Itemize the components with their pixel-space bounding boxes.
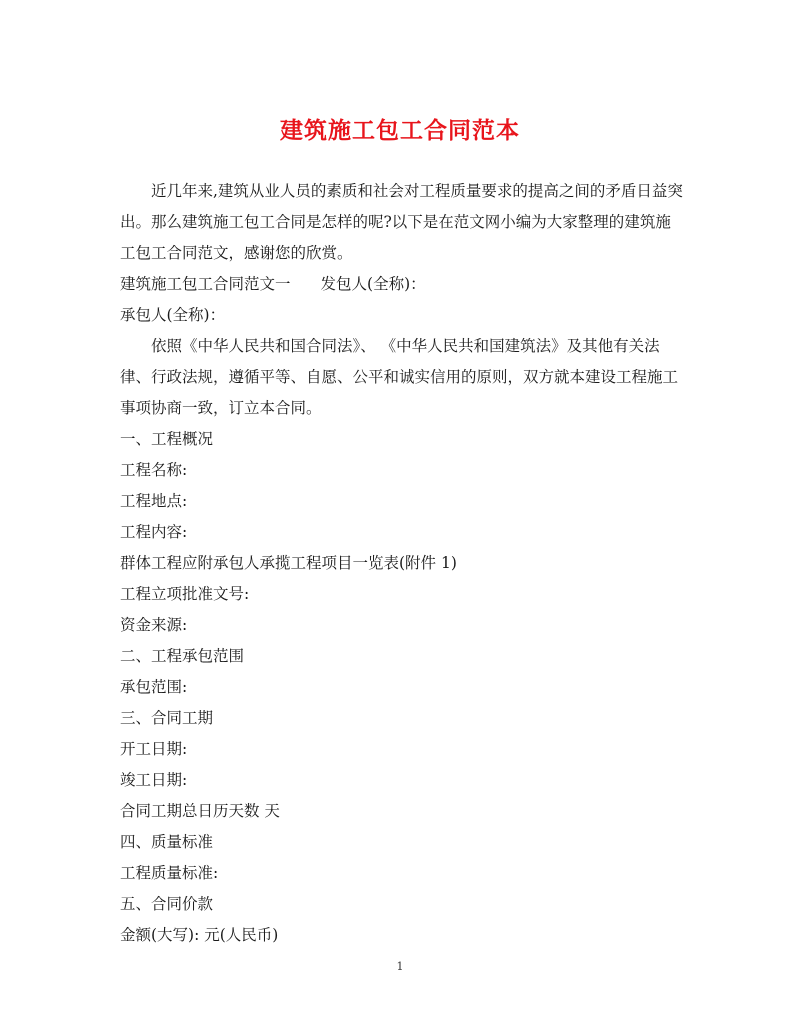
heading-contract-price: 五、合同价款 xyxy=(120,895,214,913)
field-start-date: 开工日期: xyxy=(120,740,188,758)
field-project-location: 工程地点: xyxy=(120,492,188,510)
field-project-name: 工程名称: xyxy=(120,461,188,479)
section-heading: 建筑施工包工合同范文一 xyxy=(120,275,291,293)
heading-quality-standard: 四、质量标准 xyxy=(120,833,214,851)
field-amount: 金额(大写): 元(人民币) xyxy=(120,926,279,944)
field-contract-scope: 承包范围: xyxy=(120,678,188,696)
page-number: 1 xyxy=(396,960,404,973)
field-approval-number: 工程立项批准文号: xyxy=(120,585,250,603)
field-group-project-note: 群体工程应附承包人承揽工程项目一览表(附件 1) xyxy=(120,554,457,572)
party-b-label: 承包人(全称)： xyxy=(120,306,226,324)
document-title: 建筑施工包工合同范本 xyxy=(280,117,520,144)
field-total-days: 合同工期总日历天数 天 xyxy=(120,802,280,820)
heading-contract-scope: 二、工程承包范围 xyxy=(120,647,245,665)
heading-project-overview: 一、工程概况 xyxy=(120,430,214,448)
field-funding-source: 资金来源: xyxy=(120,616,188,634)
field-quality-standard: 工程质量标准: xyxy=(120,864,219,882)
party-a-label: 发包人(全称)： xyxy=(320,275,426,293)
document-body xyxy=(120,176,684,951)
heading-contract-period: 三、合同工期 xyxy=(120,709,214,727)
intro-paragraph: 近几年来,建筑从业人员的素质和社会对工程质量要求的提高之间的矛盾日益突出。那么建筑施工包工合同是怎样的呢?以下是在范文网小编为大家整理的建筑施工包工合同范文，感谢您的欣赏。 xyxy=(120,182,683,262)
field-project-content: 工程内容: xyxy=(120,523,188,541)
section-heading-line xyxy=(120,269,684,300)
field-completion-date: 竣工日期: xyxy=(120,771,188,789)
preamble-paragraph: 依照《中华人民共和国合同法》、 《中华人民共和国建筑法》及其他有关法律、行政法规，遵循平等、自愿、公平和诚实信用的原则，双方就本建设工程施工事项协商一致，订立本合同。 xyxy=(120,337,679,417)
